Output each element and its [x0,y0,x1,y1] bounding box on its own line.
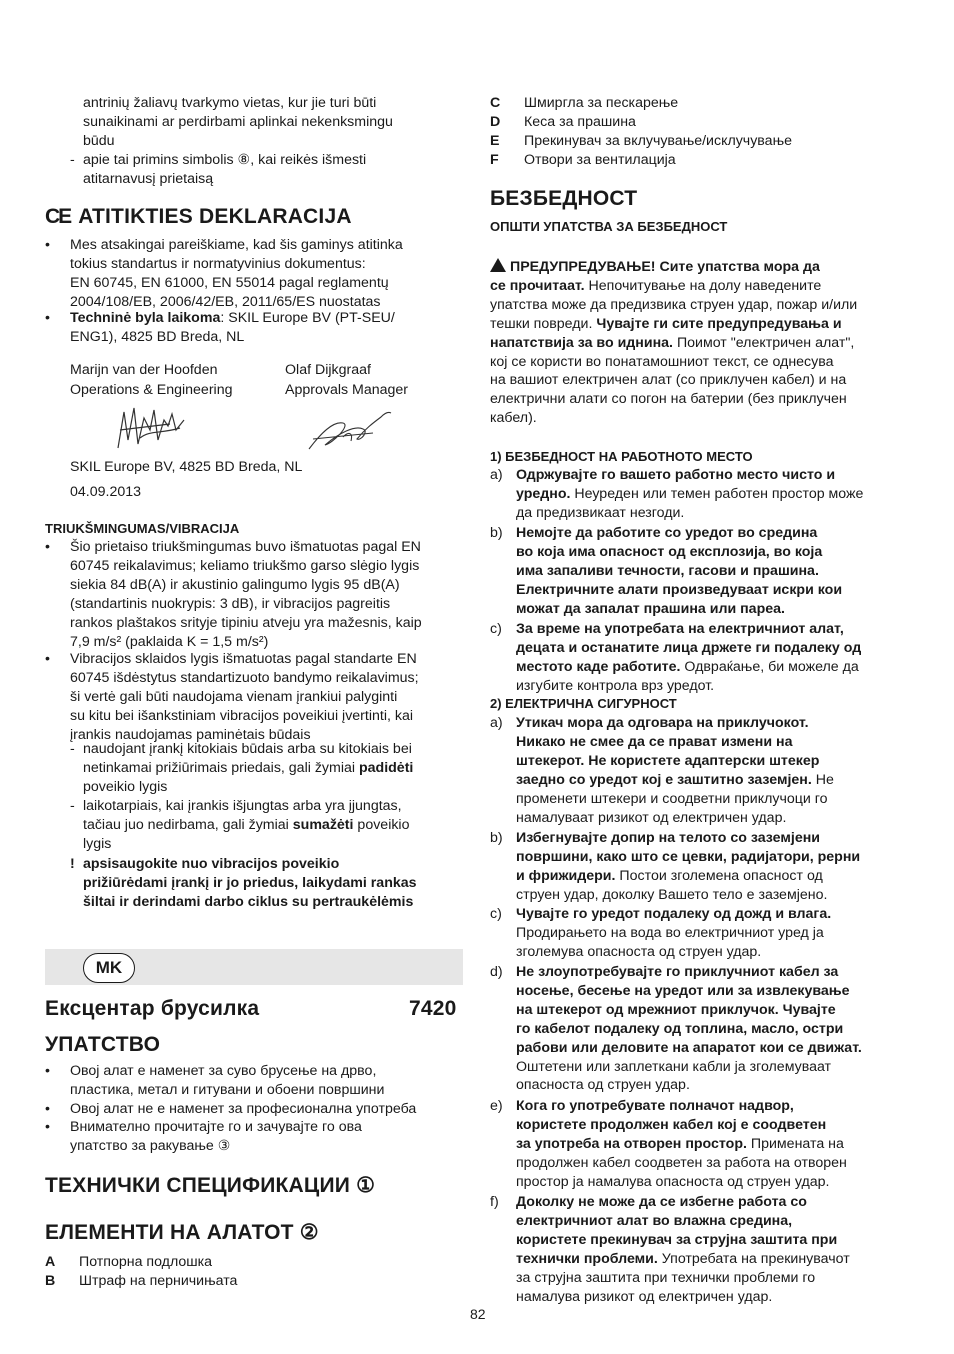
general-safety-heading: ОПШТИ УПАТСТВА ЗА БЕЗБЕДНОСТ [490,219,728,234]
bullet: • [45,310,50,326]
workplace-item-c: За време на употребата на електричниот алат, децата и останатите лица држете ги подалеку од местото каде работите. Одвраќање, би можеле да изгубите контрола врз уредот. [516,621,862,694]
recycle-dash: - [70,152,75,168]
electrical-item-a: Утикач мора да одговара на приклучокот. Никако не смее да се прават измени на штекерот. Не користете адаптерски штекер заедно со уредот кој е заштитно заземјен. Не променети штекери и соодветни приклучоци го намалуваат ризикот од електричен удар. [516,715,834,826]
electrical-safety-heading: 2) ЕЛЕКТРИЧНА СИГУРНОСТ [490,696,677,711]
workplace-item-a: Одржувајте го вашето работно место чисто и уредно. Неуреден или темен работен простор може да предизвикаат незгоди. [516,467,864,521]
element-label: Штраф на перничињата [79,1273,238,1289]
language-code-badge: MK [83,953,135,983]
noise-dash-1: naudojant įrankį kitokiais būdais arba su kitokiais bei netinkamai prižiūrimais priedais, gali žymiai padidėti poveikio lygis [83,741,414,795]
noise-bullet-1: Šio prietaiso triukšmingumas buvo išmatuotas pagal EN 60745 reikalavimus; keliamo triukšmo garso slėgio lygis siekia 84 dB(A) ir akustinio galingumo lygis 95 dB(A) (standartinis nuokrypis: 3 dB), ir vibracijos pagreitis rankos plaštakos srityje tipiniu atveju yra mažesnis, kaip 7,9 m/s² (paklaida K = 1,5 m/s²) [70,539,422,650]
element-label: Прекинувач за вклучување/исклучување [524,133,792,149]
element-label: Потпорна подлошка [79,1254,213,1270]
declaration-bullet-1: Mes atsakingai pareiškiame, kad šis gaminys atitinka tokius standartus ir normatyvinius dokumentus: EN 60745, EN 61000, EN 55014 pagal reglamentų 2004/108/EB, 2006/42/EB, 2011/65/ES nuostatas [70,237,403,310]
bullet: • [45,1119,50,1135]
item-key: c) [490,621,502,637]
item-key: b) [490,830,503,846]
dash: - [70,741,75,757]
bullet: • [45,539,50,555]
electrical-item-b: Избегнувајте допир на телото со заземјени површини, како што се цевки, радијатори, рерни и фрижидери. Постои зголемена опасност од струен удар, доколку Вашето тело е заземјено. [516,830,861,903]
bullet: • [45,237,50,253]
instr-bullet-2: Овој алат не е наменет за професионална употреба [70,1101,417,1117]
workplace-item-b: Немојте да работите со уредот во средина во која има опасност од експлозија, во која има запаливи течности, гасови и прашина. Електричните алати произведуваат искри кои можат да запалат прашина или пареа. [516,525,843,617]
element-label: Кеса за прашина [524,114,636,130]
warning-mark: ! [70,856,75,872]
electrical-item-f: Доколку не може да се избегне работа со електричниот алат во влажна средина, користете прекинувач за струјна заштита при технички проблеми. Употребата на прекинувачот за струјна заштита при технички проблеми го намалува ризикот од електричен удар. [516,1194,850,1305]
item-key: c) [490,906,502,922]
company-address: SKIL Europe BV, 4825 BD Breda, NL [70,459,303,475]
tool-elements-heading: ЕЛЕМЕНТИ НА АЛАТОТ ② [45,1221,319,1244]
item-key: a) [490,715,503,731]
warning-triangle-icon [490,258,506,272]
item-key: f) [490,1194,499,1210]
product-model: 7420 [409,997,457,1020]
electrical-item-d: Не злоупотребувајте го приклучниот кабел за носење, бесење на уредот или за извлекување на штекерот од мрежниот приклучок. Чувајте го кабелот подалеку од топлина, масло, остри рабови или деловите на апаратот кои се движат. Оштетени или заплеткани кабли ја зголемуваат опасноста од струен удар. [516,964,862,1094]
workplace-safety-heading: 1) БЕЗБЕДНОСТ НА РАБОТНОТО МЕСТО [490,449,753,464]
noise-heading: TRIUKŠMINGUMAS/VIBRACIJA [45,521,240,536]
instr-bullet-1: Овој алат е наменет за суво брусење на дрво, пластика, метал и гитувани и обоени површини [70,1063,385,1098]
language-bar [45,949,463,985]
ce-mark-icon: CE [45,205,71,228]
noise-warning: apsisaugokite nuo vibracijos poveikio prižiūrėdami įrankį ir jo priedus, laikydami rankas šiltai ir derindami darbo ciklus su pertraukėlėmis [83,856,417,910]
recycle-text: antrinių žaliavų tvarkymo vietas, kur jie turi būti sunaikinami ar perdirbami aplinkai nekenksmingu būdu [83,95,393,149]
dash: - [70,798,75,814]
item-key: d) [490,964,503,980]
element-key: E [490,133,500,149]
electrical-item-e: Кога го употребувате полначот надвор, користете продолжен кабел кој е соодветен за употреба на отворен простор. Примената на продолжен кабел соодветен за работа на отворен простор ја намалува опасноста од струен удар. [516,1098,847,1190]
bullet: • [45,1101,50,1117]
noise-dash-2: laikotarpiais, kai įrankis išjungtas arba yra įjungtas, tačiau juo nedirbama, gali žymiai sumažėti poveikio lygis [83,798,410,852]
electrical-item-c: Чувајте го уредот подалеку од дожд и влага. Продирањето на вода во електричниот уред ја зголемува опасноста од струен удар. [516,906,832,960]
instructions-heading: УПАТСТВО [45,1033,161,1056]
page-number: 82 [470,1306,486,1322]
product-title: Ексцентар брусилка [45,997,260,1020]
element-key: A [45,1254,56,1270]
declaration-date: 04.09.2013 [70,484,142,500]
element-label: Шмиргла за пескарење [524,95,679,111]
safety-warning: ПРЕДУПРЕДУВАЊЕ! Сите упатства мора да се прочитаат. Непочитување на долу наведените упатства може да предизвика струен удар, пожар и/или тешки повреди. Чувајте ги сите предупредувања и напатствија за во иднина. Поимот "електричен алат", кој се користи во понатамошниот текст, се однесува на вашиот електричен алат (со приклучен кабел) и на електрични алати со погон на батерии (без приклучен кабел). [490,259,858,427]
signature-2-image [303,403,395,455]
element-key: F [490,152,499,168]
item-key: a) [490,467,503,483]
element-key: D [490,114,501,130]
signature-1-image [110,400,200,455]
bullet: • [45,1063,50,1079]
element-key: B [45,1273,56,1289]
declaration-heading: CE ATITIKTIES DEKLARACIJA [45,205,352,228]
safety-heading: БЕЗБЕДНОСТ [490,187,638,210]
declaration-bullet-2: Techninė byla laikoma: SKIL Europe BV (PT-SEU/ ENG1), 4825 BD Breda, NL [70,310,395,345]
tech-specs-heading: ТЕХНИЧКИ СПЕЦИФИКАЦИИ ① [45,1174,376,1197]
element-label: Отвори за вентилација [524,152,676,168]
instr-bullet-3: Внимателно прочитајте го и зачувајте го ова упатство за ракување ③ [70,1119,362,1154]
signatory-2: Olaf Dijkgraaf Approvals Manager [285,362,409,398]
element-key: C [490,95,501,111]
item-key: b) [490,525,503,541]
recycle-symbol-text: apie tai primins simbolis ⑧, kai reikės išmesti atitarnavusį prietaisą [83,152,367,187]
signatory-1: Marijn van der Hoofden Operations & Engineering [70,362,233,398]
item-key: e) [490,1098,503,1114]
noise-bullet-2: Vibracijos sklaidos lygis išmatuotas pagal standarte EN 60745 išdėstytus standartizuoto bandymo reikalavimus; ši vertė gali būti naudojama vienam įrankiui palyginti su kitu bei išankstiniam vibracijos poveikiui įvertinti, kai įrankis naudojamas paminėtais būdais [70,651,419,743]
bullet: • [45,651,50,667]
